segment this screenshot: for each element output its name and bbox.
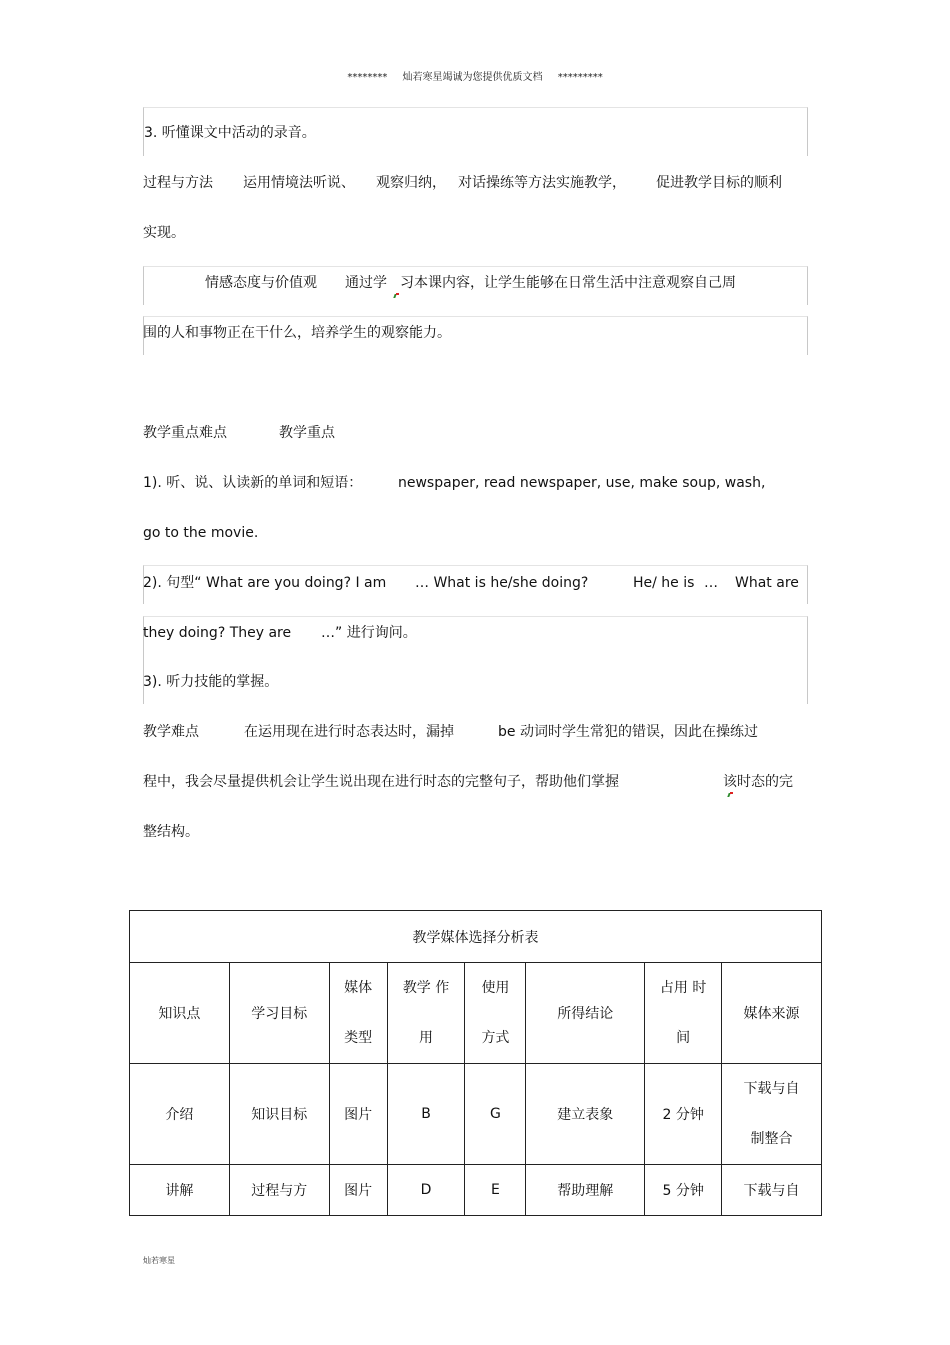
column-header-line: 方式 xyxy=(481,1030,510,1046)
column-header xyxy=(329,963,387,1064)
key-point-2: 2). 句型“ What are you doing? I am xyxy=(143,575,387,591)
difficulty-text: be 动词时学生常犯的错误，因此在操练过 xyxy=(498,724,758,740)
process-text-line2: 实现。 xyxy=(143,225,185,241)
column-header-line: 间 xyxy=(676,1030,691,1046)
table-cell: 介绍 xyxy=(130,1064,230,1165)
process-label: 过程与方法 xyxy=(143,175,213,191)
key-point-1-line2: go to the movie. xyxy=(143,525,259,541)
paragraph-item-3: 3. 听懂课文中活动的录音。 xyxy=(144,125,316,141)
process-text: 运用情境法听说、 xyxy=(243,175,355,191)
key-point-2: … xyxy=(704,575,718,591)
column-header-line: 占用 时 xyxy=(659,980,707,996)
page-footer: 灿若寒星 xyxy=(143,1256,175,1265)
table-cell: 建立表象 xyxy=(526,1064,645,1165)
emotion-text: 通过学 xyxy=(345,275,387,291)
table-cell-line: 下载与自 xyxy=(743,1081,800,1097)
column-header xyxy=(645,963,722,1064)
table-cell: 下载与自 xyxy=(722,1165,822,1216)
table-cell: 图片 xyxy=(329,1165,387,1216)
difficulty-text-line2: 该时态的完 xyxy=(723,774,793,790)
difficulty-text: 在运用现在进行时态表达时，漏掉 xyxy=(244,724,454,740)
key-point-2: He/ he is xyxy=(633,575,695,591)
table-title: 教学媒体选择分析表 xyxy=(130,911,822,963)
table-cell-line: 制整合 xyxy=(750,1131,793,1147)
difficulty-label: 教学难点 xyxy=(143,724,199,740)
column-header: 知识点 xyxy=(130,963,230,1064)
table-cell: D xyxy=(387,1165,465,1216)
column-header-line: 使用 xyxy=(481,980,510,996)
table-cell: 知识目标 xyxy=(229,1064,329,1165)
process-text: 观察归纳， xyxy=(376,175,446,191)
table-cell xyxy=(722,1064,822,1165)
key-difficulty-label: 教学重点难点 xyxy=(143,425,227,441)
emotion-text: 习本课内容，让学生能够在日常生活中注意观察自己周 xyxy=(400,275,736,291)
mark-icon xyxy=(727,792,733,798)
table-cell: E xyxy=(465,1165,526,1216)
table-cell: B xyxy=(387,1064,465,1165)
table-row xyxy=(130,1064,822,1165)
column-header: 媒体来源 xyxy=(722,963,822,1064)
column-header xyxy=(465,963,526,1064)
key-point-2-line2: …” 进行询问。 xyxy=(321,625,417,641)
page-header xyxy=(0,68,950,83)
table-cell: 讲解 xyxy=(130,1165,230,1216)
column-header: 所得结论 xyxy=(526,963,645,1064)
table-cell: 过程与方 xyxy=(229,1165,329,1216)
emotion-text-line2: 围的人和事物正在干什么，培养学生的观察能力。 xyxy=(143,325,451,341)
header-stars-right: ********* xyxy=(557,72,603,83)
key-point-2-line2: they doing? They are xyxy=(143,625,292,641)
column-header-line: 媒体 xyxy=(344,980,373,996)
table-cell: 5 分钟 xyxy=(645,1165,722,1216)
column-header xyxy=(387,963,465,1064)
difficulty-text-line3: 整结构。 xyxy=(143,824,199,840)
process-text: 对话操练等方法实施教学， xyxy=(458,175,626,191)
table-row xyxy=(130,1165,822,1216)
key-point-3: 3). 听力技能的掌握。 xyxy=(143,674,279,690)
header-text: 灿若寒星竭诚为您提供优质文档 xyxy=(402,72,543,83)
column-header: 学习目标 xyxy=(229,963,329,1064)
column-header-line: 用 xyxy=(419,1030,434,1046)
key-point-label: 教学重点 xyxy=(279,425,335,441)
column-header-line: 类型 xyxy=(344,1030,373,1046)
table-cell: 2 分钟 xyxy=(645,1064,722,1165)
table-cell: 帮助理解 xyxy=(526,1165,645,1216)
header-stars-left: ******** xyxy=(347,72,388,83)
mark-icon xyxy=(393,293,399,299)
key-point-2: What are xyxy=(735,575,799,591)
key-point-2: … What is he/she doing? xyxy=(415,575,589,591)
column-header-line: 教学 作 xyxy=(402,980,450,996)
key-point-1: 1). 听、说、认读新的单词和短语： xyxy=(143,475,363,491)
emotion-label: 情感态度与价值观 xyxy=(205,275,317,291)
process-text: 促进教学目标的顺利 xyxy=(656,175,782,191)
media-analysis-table xyxy=(129,910,822,1216)
table-header-row xyxy=(130,963,822,1064)
table-cell: 图片 xyxy=(329,1064,387,1165)
key-point-1-words: newspaper, read newspaper, use, make soup, wash, xyxy=(398,475,766,491)
difficulty-text-line2: 程中，我会尽量提供机会让学生说出现在进行时态的完整句子，帮助他们掌握 xyxy=(143,774,619,790)
table-cell: G xyxy=(465,1064,526,1165)
